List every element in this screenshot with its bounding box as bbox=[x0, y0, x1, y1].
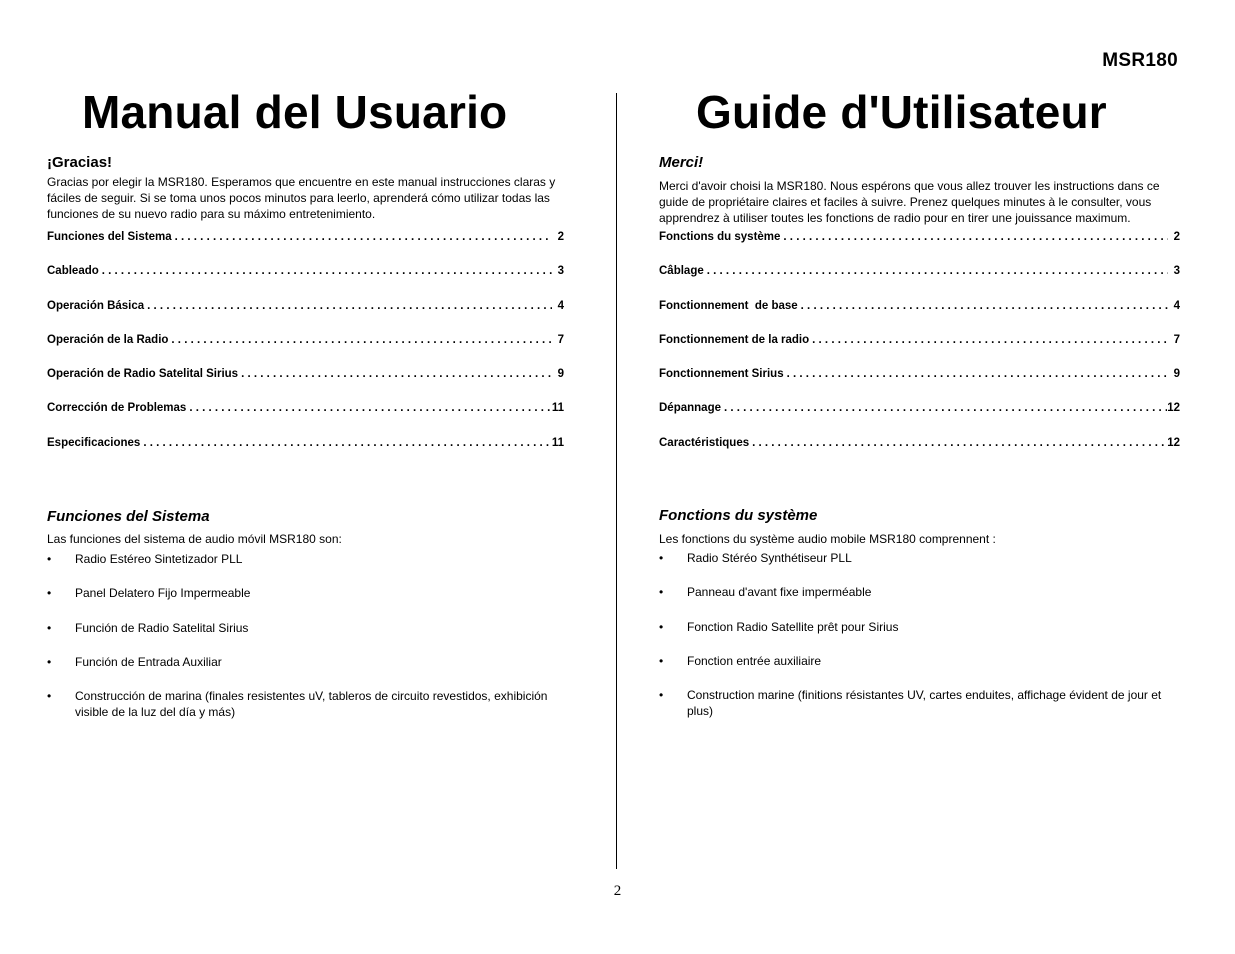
toc-page: 7 bbox=[1173, 333, 1180, 346]
toc-item bbox=[659, 399, 1180, 433]
bullet-icon: • bbox=[659, 688, 664, 703]
feature-list-french bbox=[659, 550, 1183, 721]
toc-label: Funciones del Sistema bbox=[47, 231, 172, 243]
feature-text: Radio Stéréo Synthétiseur PLL bbox=[687, 551, 852, 565]
list-item bbox=[47, 654, 577, 688]
toc-label: Fonctionnement de la radio bbox=[659, 333, 810, 346]
list-item bbox=[659, 584, 1183, 618]
toc-leader bbox=[798, 297, 1168, 315]
toc-item bbox=[47, 434, 564, 468]
toc-leader bbox=[721, 399, 1167, 417]
toc-label: Operación de Radio Satelital Sirius bbox=[47, 368, 239, 381]
toc-item bbox=[659, 331, 1180, 365]
feature-text: Radio Estéreo Sintetizador PLL bbox=[75, 552, 243, 566]
toc-leader bbox=[186, 399, 552, 417]
thanks-heading-spanish: ¡Gracias! bbox=[47, 154, 113, 171]
feature-list-spanish bbox=[47, 551, 577, 722]
toc-leader bbox=[168, 331, 552, 349]
toc-page: 9 bbox=[557, 368, 564, 381]
toc-label: Operación Básica bbox=[47, 299, 145, 312]
toc-item bbox=[47, 228, 564, 262]
toc-item bbox=[47, 262, 564, 296]
toc-label: Especificaciones bbox=[47, 436, 141, 449]
feature-text: Panel Delatero Fijo Impermeable bbox=[75, 586, 251, 601]
page-number: 2 bbox=[613, 883, 622, 899]
feature-text: Fonction entrée auxiliaire bbox=[687, 653, 822, 668]
toc-page: 4 bbox=[1173, 299, 1180, 312]
list-item bbox=[659, 619, 1183, 653]
toc-page: 4 bbox=[557, 299, 564, 312]
bullet-icon: • bbox=[47, 552, 52, 566]
bullet-icon: • bbox=[659, 653, 664, 668]
toc-label: Operación de la Radio bbox=[47, 333, 169, 346]
toc-leader bbox=[784, 365, 1168, 383]
model-label: MSR180 bbox=[1102, 50, 1178, 71]
list-item bbox=[47, 585, 577, 619]
toc-page: 11 bbox=[551, 402, 564, 415]
section-heading-french: Fonctions du système bbox=[659, 507, 818, 524]
feature-text: Construcción de marina (finales resistentes uV, tableros de circuito revestidos, exhibición visible de la luz del día y más) bbox=[75, 689, 548, 720]
toc-page: 3 bbox=[1173, 265, 1180, 278]
toc-item bbox=[47, 297, 564, 331]
toc-leader bbox=[704, 262, 1168, 280]
feature-text: Fonction Radio Satellite prêt pour Sirius bbox=[687, 619, 899, 634]
toc-page: 9 bbox=[1173, 368, 1180, 381]
toc-page: 11 bbox=[551, 436, 564, 449]
list-item bbox=[659, 687, 1183, 721]
toc-leader bbox=[140, 434, 552, 452]
list-item bbox=[47, 620, 577, 654]
bullet-icon: • bbox=[47, 654, 52, 669]
list-item bbox=[47, 551, 577, 585]
section-heading-spanish: Funciones del Sistema bbox=[47, 508, 210, 525]
toc-leader bbox=[238, 365, 552, 383]
toc-page: 12 bbox=[1167, 402, 1180, 415]
toc-item bbox=[47, 365, 564, 399]
bullet-icon: • bbox=[47, 620, 52, 635]
toc-leader bbox=[809, 331, 1168, 349]
list-item bbox=[659, 653, 1183, 687]
toc-label: Câblage bbox=[659, 265, 704, 278]
toc-leader bbox=[99, 262, 552, 280]
feature-text: Construction marine (finitions résistantes UV, cartes enduites, affichage évident de jour et plus) bbox=[687, 688, 1162, 719]
toc-item bbox=[659, 262, 1180, 296]
section-lead-french: Les fonctions du système audio mobile MSR180 comprennent : bbox=[659, 532, 996, 546]
toc-page: 7 bbox=[557, 333, 564, 346]
page-title-spanish: Manual del Usuario bbox=[82, 86, 508, 138]
toc-item bbox=[47, 331, 564, 365]
toc-leader bbox=[780, 228, 1168, 246]
toc-label: Caractéristiques bbox=[659, 436, 750, 449]
intro-paragraph-french: Merci d'avoir choisi la MSR180. Nous espérons que vous allez trouver les instructions dans ce guide de propriétaire claires et faciles à suivre. Prenez quelques minutes à le consulter, vous apprendrez à utiliser toutes les fonctions de radio pour en tirer une jouissance maximum. bbox=[659, 179, 1160, 225]
feature-text: Panneau d'avant fixe imperméable bbox=[687, 585, 872, 600]
thanks-heading-french: Merci! bbox=[659, 154, 704, 171]
column-divider bbox=[616, 93, 617, 869]
bullet-icon: • bbox=[659, 619, 664, 634]
toc-page: 2 bbox=[1173, 231, 1180, 243]
toc-label: Dépannage bbox=[659, 402, 721, 415]
feature-text: Función de Entrada Auxiliar bbox=[75, 654, 222, 669]
toc-page: 2 bbox=[557, 231, 564, 243]
table-of-contents-french bbox=[659, 228, 1180, 468]
toc-item bbox=[659, 365, 1180, 399]
section-lead-spanish: Las funciones del sistema de audio móvil MSR180 son: bbox=[47, 532, 342, 546]
bullet-icon: • bbox=[47, 586, 52, 601]
bullet-icon: • bbox=[659, 551, 664, 565]
bullet-icon: • bbox=[659, 585, 664, 600]
page-title-french: Guide d'Utilisateur bbox=[696, 86, 1107, 138]
toc-leader bbox=[749, 434, 1167, 452]
list-item bbox=[47, 688, 577, 722]
list-item bbox=[659, 550, 1183, 584]
toc-label: Corrección de Problemas bbox=[47, 402, 187, 415]
toc-leader bbox=[144, 297, 552, 315]
toc-page: 3 bbox=[557, 265, 564, 278]
toc-item bbox=[47, 399, 564, 433]
toc-item bbox=[659, 297, 1180, 331]
bullet-icon: • bbox=[47, 689, 52, 704]
toc-label: Cableado bbox=[47, 265, 99, 278]
toc-item bbox=[659, 434, 1180, 468]
table-of-contents-spanish bbox=[47, 228, 564, 468]
toc-page: 12 bbox=[1167, 436, 1180, 449]
toc-label: Fonctions du système bbox=[659, 231, 781, 243]
feature-text: Función de Radio Satelital Sirius bbox=[75, 620, 249, 635]
toc-item bbox=[659, 228, 1180, 262]
toc-label: Fonctionnement Sirius bbox=[659, 368, 784, 381]
toc-label: Fonctionnement de base bbox=[659, 299, 798, 312]
toc-leader bbox=[172, 228, 552, 246]
intro-paragraph-spanish: Gracias por elegir la MSR180. Esperamos que encuentre en este manual instrucciones claras y fáciles de seguir. Si se toma unos pocos minutos para leerlo, aprenderá cómo utilizar todas las funciones de su nuevo radio para su máximo entretenimiento. bbox=[47, 175, 556, 221]
